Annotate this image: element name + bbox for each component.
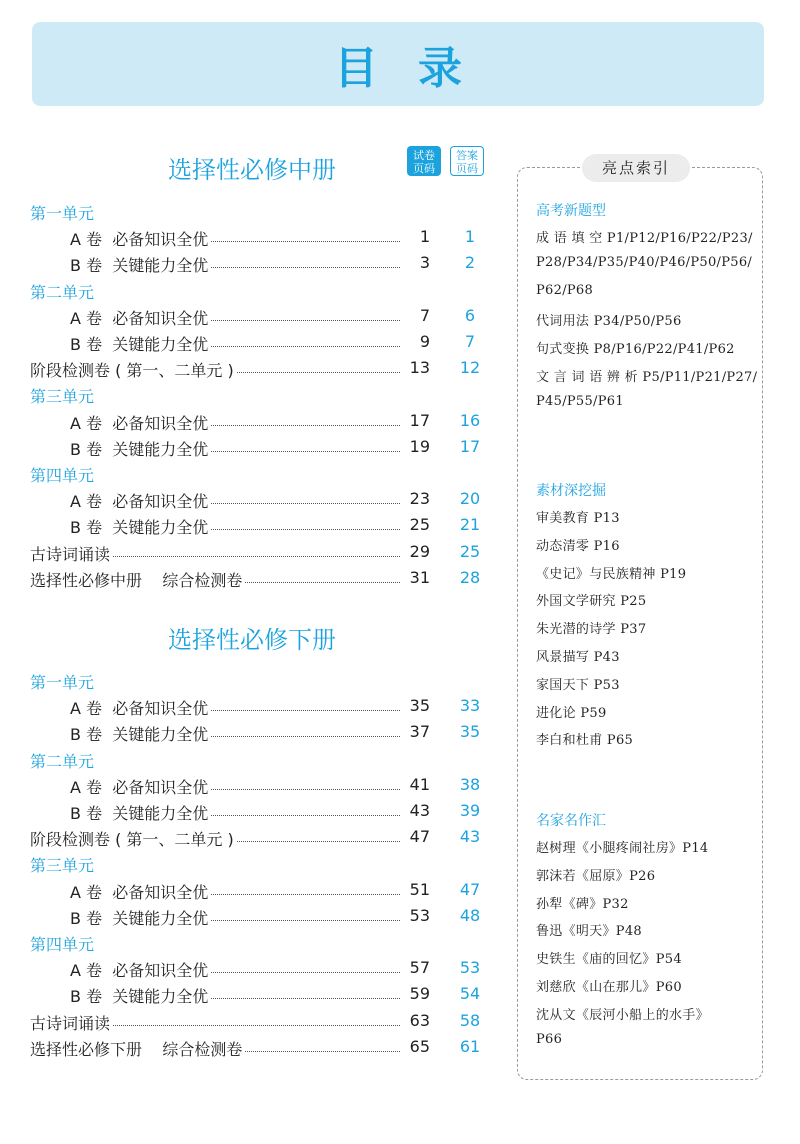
page-title: 目录 <box>334 43 502 94</box>
highlight-item: 沈从文《辰河小船上的水手》 <box>536 1007 709 1023</box>
toc-unit-heading <box>0 463 500 489</box>
highlight-item: 外国文学研究 P25 <box>536 594 647 610</box>
highlight-item: 《史记》与民族精神 P19 <box>536 566 687 582</box>
unit-label: 第二单元 <box>30 282 95 302</box>
test-page-column-header: 试卷 页码 <box>407 146 441 176</box>
toc-entry[interactable] <box>0 306 500 332</box>
answer-page-number: 58 <box>459 1010 481 1030</box>
toc-entry[interactable] <box>0 1037 500 1063</box>
highlight-item: P28/P34/P35/P40/P46/P50/P56/ <box>536 254 753 270</box>
test-page-number: 43 <box>400 801 430 820</box>
answer-page-number: 38 <box>459 774 481 794</box>
toc-entry[interactable] <box>0 253 500 279</box>
answer-page-number: 61 <box>459 1036 481 1056</box>
highlight-item: 孙犁《碑》P32 <box>536 896 629 912</box>
highlight-item: 家国天下 P53 <box>536 677 620 693</box>
toc-entry[interactable] <box>0 358 500 384</box>
highlight-item: 史铁生《庙的回忆》P54 <box>536 952 682 968</box>
unit-label: 第二单元 <box>30 751 95 771</box>
test-page-number: 35 <box>400 696 430 715</box>
test-page-number: 41 <box>400 775 430 794</box>
highlight-group-heading: 素材深挖掘 <box>536 483 606 499</box>
test-page-number: 9 <box>400 332 430 351</box>
toc-entry[interactable] <box>0 722 500 748</box>
toc-entry[interactable] <box>0 984 500 1010</box>
test-page-number: 23 <box>400 489 430 508</box>
entry-label: B 卷 关键能力全优 <box>70 801 211 824</box>
answer-page-number: 2 <box>464 253 476 273</box>
toc-entry[interactable] <box>0 775 500 801</box>
entry-label: B 卷 关键能力全优 <box>70 984 211 1007</box>
answer-page-number: 39 <box>459 801 481 820</box>
unit-label: 第一单元 <box>30 204 95 223</box>
answer-page-number: 48 <box>459 905 481 925</box>
test-page-number: 37 <box>400 722 430 741</box>
highlight-item: P62/P68 <box>536 282 594 298</box>
test-page-number: 17 <box>400 411 430 430</box>
toc-entry[interactable] <box>0 880 500 906</box>
entry-label: B 卷 关键能力全优 <box>70 906 211 929</box>
test-page-number: 47 <box>400 827 430 846</box>
highlight-item: 朱光潜的诗学 P37 <box>536 622 647 638</box>
unit-label: 第四单元 <box>30 466 95 485</box>
unit-label: 第四单元 <box>30 935 95 954</box>
highlight-item: 李白和杜甫 P65 <box>536 733 634 749</box>
toc-entry[interactable] <box>0 696 500 722</box>
entry-label: A 卷 必备知识全优 <box>70 306 211 329</box>
highlight-item: P45/P55/P61 <box>536 393 624 409</box>
entry-label: 选择性必修下册 综合检测卷 <box>30 1037 245 1060</box>
answer-page-number: 33 <box>459 696 481 716</box>
entry-label: A 卷 必备知识全优 <box>70 880 211 903</box>
test-page-number: 29 <box>400 542 430 561</box>
highlight-item: 文 言 词 语 辨 析 P5/P11/P21/P27/ <box>536 370 758 385</box>
answer-page-number: 20 <box>459 489 481 509</box>
volume-title: 选择性必修下册 <box>168 626 336 654</box>
volume-title: 选择性必修中册 <box>168 156 336 184</box>
toc-entry[interactable] <box>0 489 500 515</box>
answer-page-number: 16 <box>459 410 481 430</box>
highlight-group-heading: 高考新题型 <box>536 203 606 219</box>
answer-page-number: 1 <box>464 227 476 247</box>
test-page-number: 57 <box>400 958 430 977</box>
highlight-item: 动态清零 P16 <box>536 538 620 554</box>
entry-label: A 卷 必备知识全优 <box>70 696 211 719</box>
entry-label: B 卷 关键能力全优 <box>70 437 211 460</box>
toc-unit-heading <box>0 201 500 227</box>
answer-page-number: 28 <box>459 567 481 587</box>
test-page-number: 51 <box>400 880 430 899</box>
test-page-number: 19 <box>400 437 430 456</box>
toc-entry[interactable] <box>0 568 500 594</box>
test-page-number: 31 <box>400 568 430 587</box>
toc-entry[interactable] <box>0 411 500 437</box>
highlight-item: 进化论 P59 <box>536 705 607 721</box>
toc-entry[interactable] <box>0 906 500 932</box>
entry-label: B 卷 关键能力全优 <box>70 515 211 538</box>
entry-label: A 卷 必备知识全优 <box>70 227 211 250</box>
answer-page-number: 54 <box>459 984 481 1004</box>
toc-entry[interactable] <box>0 827 500 853</box>
toc-unit-heading <box>0 280 500 306</box>
entry-label: 选择性必修中册 综合检测卷 <box>30 568 245 591</box>
test-page-number: 53 <box>400 906 430 925</box>
toc-entry[interactable] <box>0 958 500 984</box>
highlight-item: 赵树理《小腿疼闹社房》P14 <box>536 841 709 856</box>
toc-entry[interactable] <box>0 437 500 463</box>
toc-entry[interactable] <box>0 515 500 541</box>
highlight-item: 成 语 填 空 P1/P12/P16/P22/P23/ <box>536 231 753 246</box>
test-page-number: 59 <box>400 984 430 1003</box>
answer-page-number: 43 <box>459 827 481 847</box>
entry-label: A 卷 必备知识全优 <box>70 958 211 981</box>
answer-page-number: 17 <box>459 436 481 456</box>
test-page-number: 25 <box>400 515 430 534</box>
toc-unit-heading <box>0 749 500 775</box>
toc-entry[interactable] <box>0 332 500 358</box>
entry-label: A 卷 必备知识全优 <box>70 411 211 434</box>
toc-entry[interactable] <box>0 227 500 253</box>
answer-page-number: 47 <box>459 879 481 899</box>
entry-label: 阶段检测卷 ( 第一、二单元 ) <box>30 827 237 850</box>
unit-label: 第一单元 <box>30 673 95 692</box>
entry-label: 阶段检测卷 ( 第一、二单元 ) <box>30 358 237 381</box>
highlight-item: 句式变换 P8/P16/P22/P41/P62 <box>536 342 735 358</box>
unit-label: 第三单元 <box>30 387 95 407</box>
toc-unit-heading <box>0 670 500 696</box>
test-page-number: 13 <box>400 358 430 377</box>
entry-label: B 卷 关键能力全优 <box>70 332 211 355</box>
highlight-item: 鲁迅《明天》P48 <box>536 924 642 940</box>
answer-page-column-header: 答案 页码 <box>450 146 484 176</box>
title-banner <box>32 22 764 106</box>
highlight-item: 刘慈欣《山在那儿》P60 <box>536 980 682 995</box>
answer-page-number: 6 <box>464 305 476 325</box>
test-page-number: 65 <box>400 1037 430 1056</box>
entry-label: A 卷 必备知识全优 <box>70 775 211 798</box>
highlight-item: P66 <box>536 1031 563 1047</box>
highlights-index-title: 亮点索引 <box>582 154 690 182</box>
unit-label: 第三单元 <box>30 856 95 876</box>
entry-label: 古诗词诵读 <box>30 1011 113 1034</box>
test-page-number: 63 <box>400 1011 430 1030</box>
toc-entry[interactable] <box>0 1011 500 1037</box>
toc-entry[interactable] <box>0 801 500 827</box>
highlight-group-heading: 名家名作汇 <box>536 813 606 829</box>
highlight-item: 郭沫若《屈原》P26 <box>536 868 656 884</box>
answer-page-number: 7 <box>464 332 476 351</box>
toc-unit-heading <box>0 932 500 958</box>
toc-entry[interactable] <box>0 542 500 568</box>
test-page-number: 1 <box>400 227 430 246</box>
answer-page-number: 35 <box>459 722 481 742</box>
entry-label: 古诗词诵读 <box>30 542 113 565</box>
entry-label: A 卷 必备知识全优 <box>70 489 211 512</box>
answer-page-number: 25 <box>459 541 481 561</box>
test-page-number: 7 <box>400 306 430 325</box>
highlight-item: 审美教育 P13 <box>536 511 620 526</box>
entry-label: B 卷 关键能力全优 <box>70 722 211 745</box>
test-page-number: 3 <box>400 253 430 272</box>
toc-unit-heading <box>0 384 500 410</box>
highlight-item: 风景描写 P43 <box>536 650 620 665</box>
highlight-item: 代词用法 P34/P50/P56 <box>536 314 682 330</box>
answer-page-number: 21 <box>459 515 481 535</box>
answer-page-number: 53 <box>459 958 481 978</box>
answer-page-number: 12 <box>459 358 481 378</box>
toc-unit-heading <box>0 853 500 879</box>
entry-label: B 卷 关键能力全优 <box>70 253 211 276</box>
